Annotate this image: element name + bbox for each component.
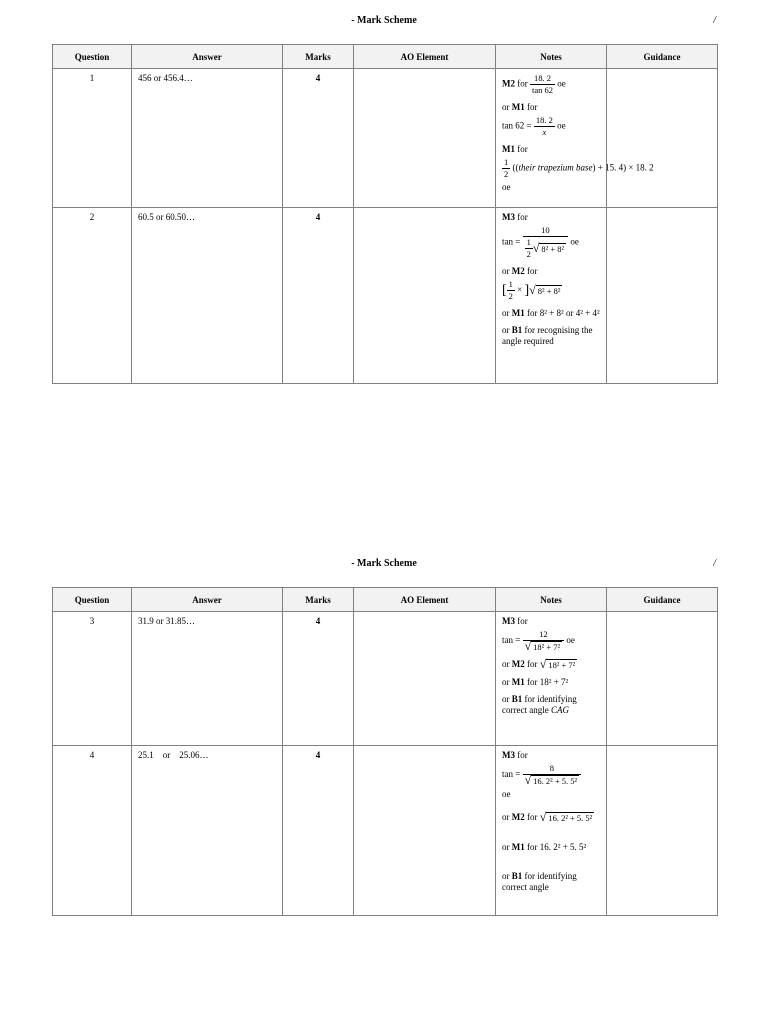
answer-cell: 60.5 or 60.50… [132,208,283,384]
square-root: √ 18² + 7² [539,657,576,672]
mark-code: M1 [511,842,525,853]
question-number: 3 [53,612,132,746]
note-text: for [515,78,530,89]
note-text: tan = [502,635,523,646]
column-header-marks: Marks [283,588,354,612]
note-m1 [502,308,602,319]
denominator [523,774,581,787]
mark-scheme-table [52,44,718,384]
notes-cell [496,746,607,916]
mark-code: M1 [511,308,525,318]
square-root: √ 8² + 8² [532,240,565,255]
note-tan-equation [502,225,600,260]
ao-element-cell [354,208,496,384]
column-header-question: Question [53,588,132,612]
notes-cell [496,612,607,746]
numerator: 1 [504,157,509,167]
numerator: 18. 2 [534,73,551,83]
answer-cell: 25.1 or 25.06… [132,746,283,916]
note-bracket-expression: [ $\frac{1}{2}$ × ]√ 8² + 8² [502,279,561,301]
radicand: 16. 2² + 5. 5² [533,776,578,787]
note-text: for [515,750,528,760]
guidance-cell [607,208,718,384]
note-text: tan = [502,236,523,247]
radicand: 16. 2² + 5. 5² [548,813,593,824]
radicand: 18² + 7² [548,660,576,671]
mark-code: M1 [502,144,515,154]
question-number: 4 [53,746,132,916]
answer-cell: 31.9 or 31.85… [132,612,283,746]
note-text: for identifying correct angle [502,871,577,893]
question-number: 1 [53,69,132,208]
note-text: for [515,616,528,626]
column-header-question: Question [53,45,132,69]
table-header-row [53,45,718,69]
note-text: their trapezium base [518,162,593,173]
marks-cell: 4 [283,746,354,916]
note-text: or [502,677,512,688]
mark-code: M1 [511,677,525,688]
mark-code: M3 [502,212,515,222]
table-row [53,69,718,208]
note-text: for 18² + 7² [524,677,569,688]
fraction [507,279,515,302]
numerator: 1 [508,279,513,289]
column-header-ao-element: AO Element [354,45,496,69]
note-m1-b [502,144,600,155]
table-row [53,612,718,746]
note-text: (( [510,162,519,173]
column-header-answer: Answer [132,45,283,69]
fraction [530,73,555,96]
notes-cell [496,69,654,208]
note-m1-a [502,102,600,113]
denominator [523,640,564,653]
note-text: or [502,308,512,318]
numerator: 12 [539,629,548,639]
note-text: for recognising the angle required [502,325,593,346]
fraction [523,629,564,653]
mark-code: M2 [511,659,525,670]
note-text: oe [554,120,566,131]
guidance-cell [607,746,718,916]
numerator: 10 [541,225,550,235]
table-header-row [53,588,718,612]
note-m2 [502,73,600,96]
note-text: or [502,842,512,853]
column-header-notes: Notes [496,588,607,612]
radicand: 8² + 8² [541,243,565,254]
note-text: or [502,659,512,670]
ao-element-cell [354,69,496,208]
note-m1 [502,842,600,853]
marks-cell: 4 [283,208,354,384]
note-text: × [514,284,525,295]
page-number-slash: / [713,558,716,569]
note-text: for 16. 2² + 5. 5² [524,842,587,853]
note-text: oe [555,78,566,89]
note-text: for [515,144,528,154]
column-header-guidance: Guidance [607,45,718,69]
note-oe: oe [502,182,511,192]
column-header-guidance: Guidance [607,588,718,612]
square-root: √ 16. 2² + 5. 5² [524,773,578,788]
mark-code: B1 [511,694,523,705]
fraction [502,157,510,180]
note-oe: oe [502,789,511,800]
denominator: 2 [508,291,513,301]
page-title: - Mark Scheme [351,558,417,569]
note-text: for [515,212,528,222]
note-tan-equation [502,629,600,653]
table-row [53,208,718,384]
column-header-marks: Marks [283,45,354,69]
note-b1 [502,694,602,716]
numerator: 1 [526,237,531,247]
numerator: 18. 2 [535,115,553,125]
note-text: oe [568,236,579,247]
table-row [53,746,718,916]
note-text: for [524,266,538,276]
fraction [523,763,581,787]
mark-code: M2 [511,266,525,276]
square-root: √ 18² + 7² [524,639,561,654]
denominator: 2 [526,249,531,259]
note-text: for [524,102,538,112]
mark-scheme-table [52,587,718,916]
guidance-cell [607,612,718,746]
note-m2 [502,266,600,277]
note-text: or [502,694,512,705]
note-text: ) + 15. 4) × 18. 2 [592,162,654,173]
mark-code: M3 [502,750,515,760]
note-tan-equation [502,115,600,138]
note-text: or [502,325,512,335]
ao-element-cell [354,612,496,746]
question-number: 2 [53,208,132,384]
fraction [534,115,555,138]
note-text: for [524,659,540,670]
note-text: oe [564,635,575,646]
fraction [525,237,533,260]
note-text: for 8² + 8² or 4² + 4² [524,308,600,318]
page-title: - Mark Scheme [351,15,417,26]
mark-code: M2 [511,812,525,823]
column-header-answer: Answer [132,588,283,612]
guidance-cell [607,69,718,208]
mark-code: M1 [511,102,525,112]
mark-code: B1 [511,325,523,335]
mark-code: M2 [502,78,515,89]
radicand: 8² + 8² [537,285,561,296]
note-text: tan 62 = [502,120,534,131]
note-tan-equation [502,763,600,787]
notes-cell [496,208,607,384]
page-number-slash: / [713,15,716,26]
note-m2 [502,812,600,824]
note-text: or [502,266,512,276]
note-m2 [502,659,600,671]
note-m3 [502,750,600,761]
denominator [523,236,568,260]
note-text: CAG [550,705,569,716]
ao-element-cell [354,746,496,916]
radicand: 18² + 7² [533,642,561,653]
square-root: √ 8² + 8² [529,282,561,297]
numerator: 8 [549,763,554,773]
note-text: tan = [502,769,523,780]
note-trapezium-area [502,157,654,180]
mark-code: M3 [502,616,515,626]
note-m1 [502,677,600,688]
note-text: or [502,871,512,882]
note-text: for identifying correct angle [502,694,577,716]
note-m3 [502,616,600,627]
note-m3 [502,212,600,223]
note-text: or [502,102,512,112]
note-text: or [502,812,512,823]
marks-cell: 4 [283,612,354,746]
marks-cell: 4 [283,69,354,208]
fraction [523,225,568,260]
mark-code: B1 [511,871,523,882]
answer-cell: 456 or 456.4… [132,69,283,208]
column-header-notes: Notes [496,45,607,69]
square-root: √ 16. 2² + 5. 5² [539,810,593,825]
denominator: tan 62 [532,85,554,95]
denominator: x [534,126,555,138]
column-header-ao-element: AO Element [354,588,496,612]
note-b1 [502,325,602,347]
denominator: 2 [504,169,509,179]
note-b1 [502,871,602,893]
note-text: for [524,812,540,823]
